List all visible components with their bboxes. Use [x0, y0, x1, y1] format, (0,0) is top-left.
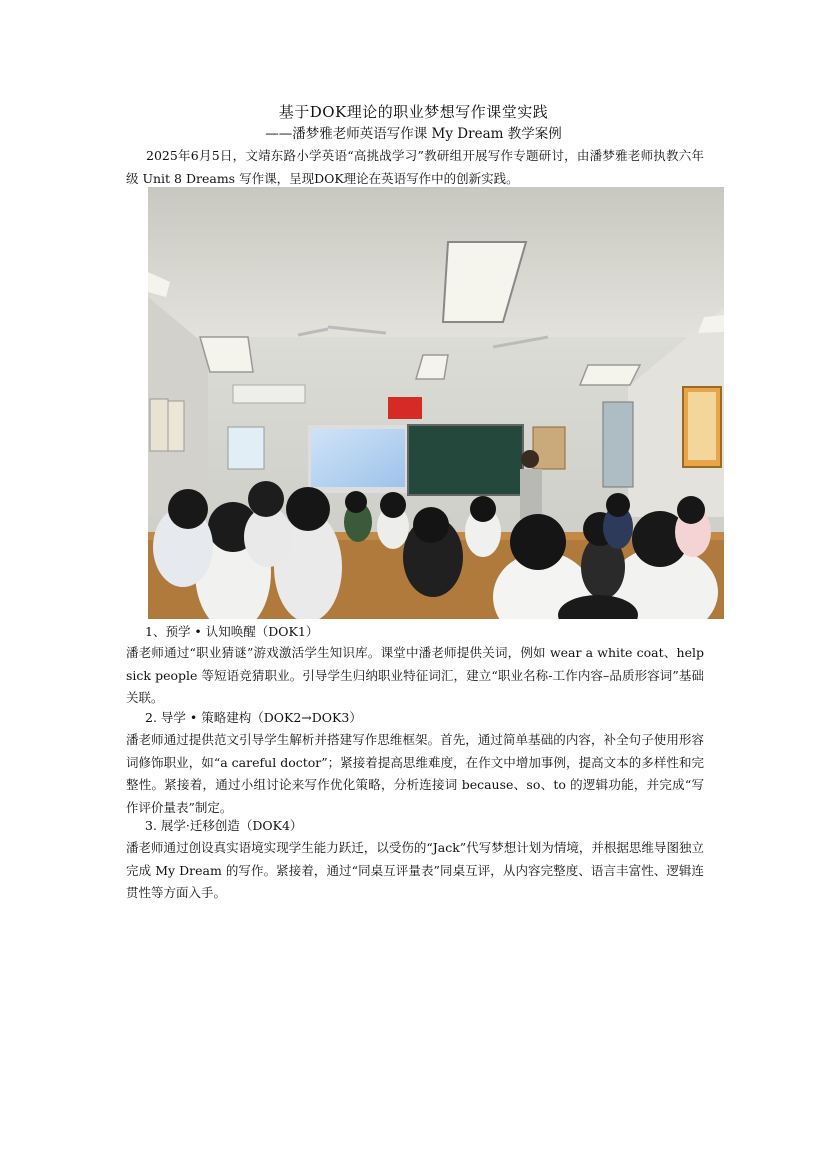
page-subtitle: ——潘梦雅老师英语写作课 My Dream 教学案例 [265, 126, 562, 142]
section-1-body: 潘老师通过“职业猜谜”游戏激活学生知识库。课堂中潘老师提供关词，例如 wear a white coat、help sick people 等短语竞猜职业。引导学生归纳职业特征词汇，建立“职业名称-工作内容–品质形容词”基础关联。 [126, 645, 704, 705]
section-2-body: 潘老师通过提供范文引导学生解析并搭建写作思维框架。首先，通过简单基础的内容，补全句子使用形容词修饰职业，如“a careful doctor”；紧接着提高思维难度，在作文中增加事例，提高文本的多样性和完整性。紧接着，通过小组讨论来写作优化策略，分析连接词 because、so、to 的逻辑功能，并完成“写作评价量表”制定。 [126, 732, 704, 815]
section-1-heading: 1、预学 • 认知唤醒（DOK1） [145, 624, 319, 639]
section-2-heading: 2. 导学 • 策略建构（DOK2→DOK3） [145, 710, 362, 725]
page-title: 基于DOK理论的职业梦想写作课堂实践 [278, 103, 549, 121]
section-3-heading: 3. 展学·迁移创造（DOK4） [145, 818, 303, 833]
classroom-photo [148, 187, 724, 619]
intro-paragraph: 2025年6月5日，文靖东路小学英语“高挑战学习”教研组开展写作专题研讨，由潘梦雅老师执教六年级 Unit 8 Dreams 写作课，呈现DOK理论在英语写作中的创新实践。 [126, 148, 704, 186]
section-3-body: 潘老师通过创设真实语境实现学生能力跃迁，以受伤的“Jack”代写梦想计划为情境，并根据思维导图独立完成 My Dream 的写作。紧接着，通过“同桌互评量表”同桌互评，从内容完整度、语言丰富性、逻辑连贯性等方面入手。 [126, 840, 704, 900]
